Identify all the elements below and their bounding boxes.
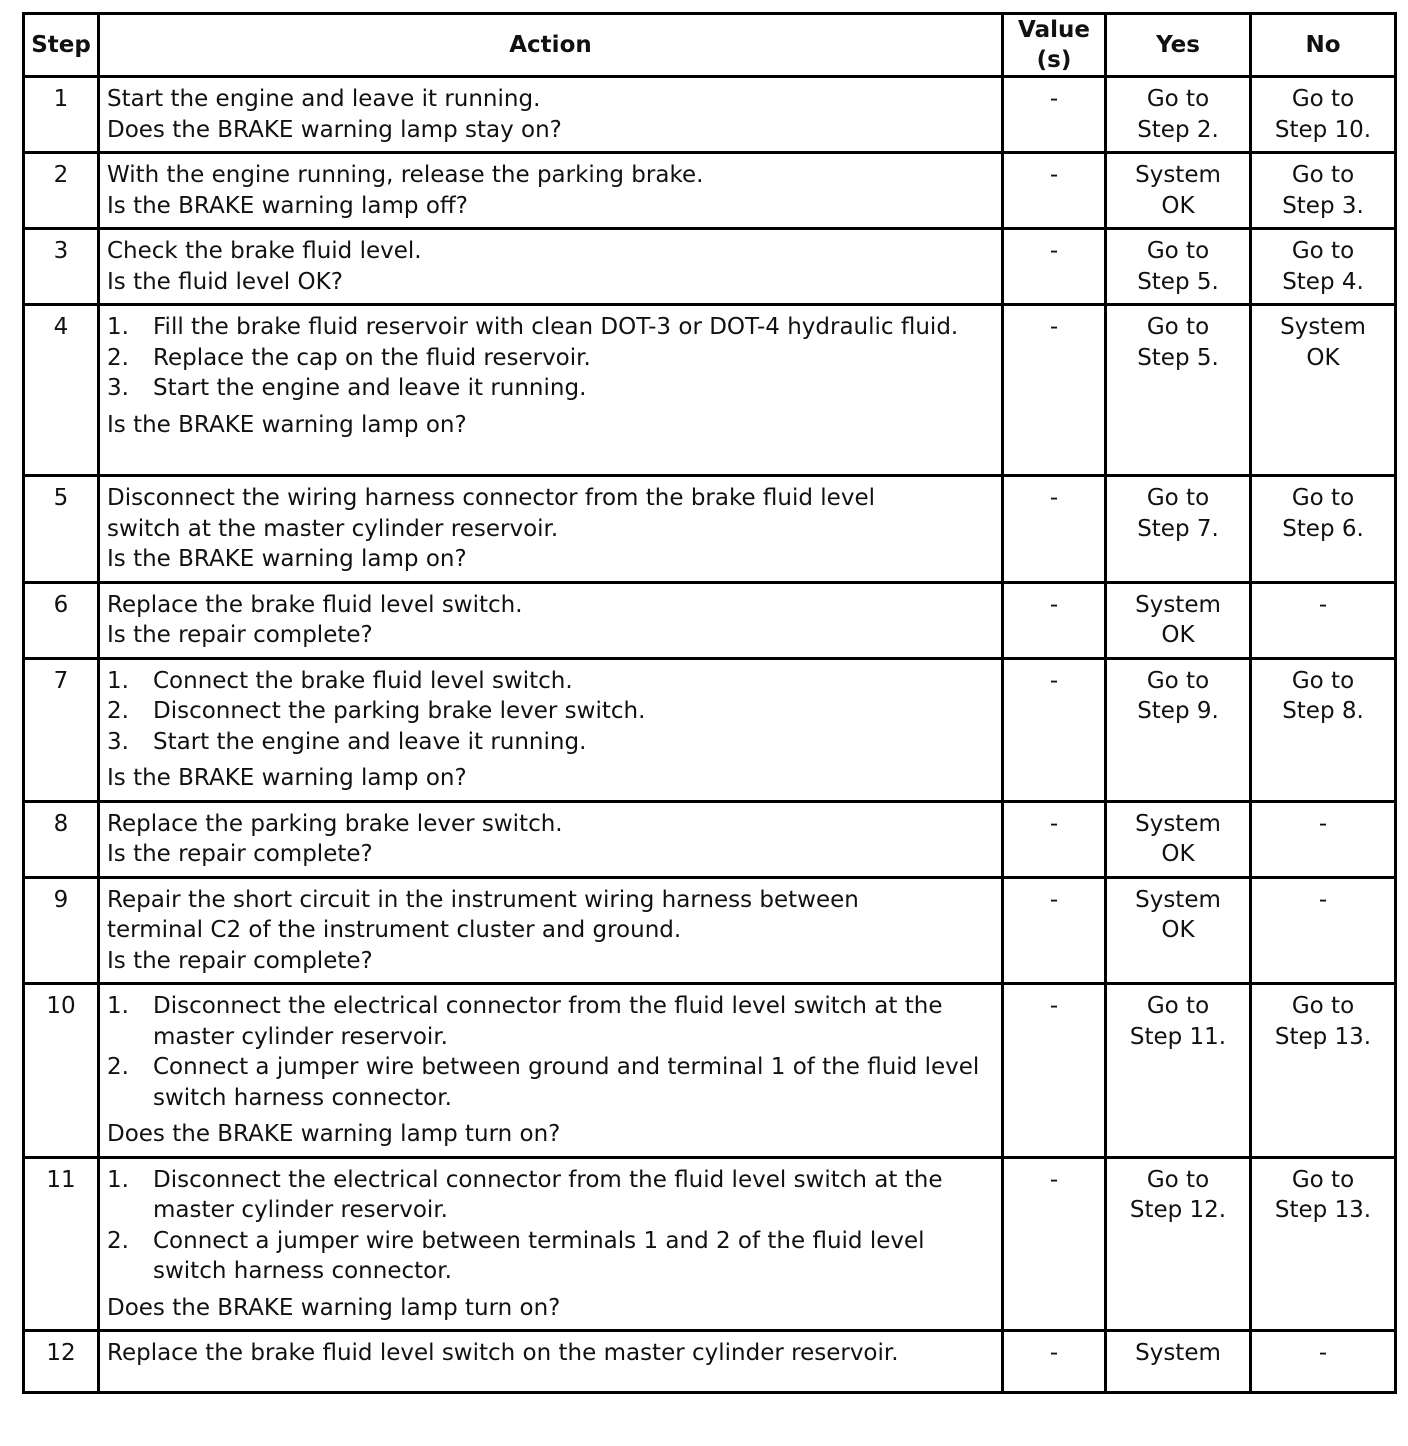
substep-item — [107, 1165, 997, 1226]
header-yes: Yes — [1106, 14, 1251, 77]
substep-item — [107, 1226, 997, 1287]
step-number: 12 — [24, 1331, 99, 1393]
no-line1: System — [1280, 314, 1366, 340]
no-line1: Go to — [1291, 485, 1355, 511]
yes-cell — [1106, 582, 1251, 658]
header-value-line1: Value — [1018, 17, 1090, 43]
header-row — [24, 14, 1396, 77]
substep-text: Connect a jumper wire between terminals 1 and 2 of the fluid level switch harness connector. — [153, 1227, 925, 1284]
value-cell: - — [1003, 984, 1106, 1158]
step-number: 10 — [24, 984, 99, 1158]
no-cell — [1251, 229, 1396, 305]
no-line1: Go to — [1291, 667, 1355, 694]
header-value-line2: (s) — [1036, 47, 1072, 73]
step-number: 1 — [24, 77, 99, 153]
action-line: Start the engine and leave it running. — [107, 86, 541, 112]
action-line: switch at the master cylinder reservoir. — [107, 515, 559, 542]
yes-line1: System — [1135, 162, 1221, 188]
substep-list — [107, 991, 997, 1113]
yes-line2: OK — [1161, 192, 1195, 219]
yes-cell — [1106, 877, 1251, 984]
yes-line2: Step 9. — [1137, 698, 1219, 724]
table-row — [24, 801, 1396, 877]
value-cell: - — [1003, 229, 1106, 305]
no-cell — [1251, 984, 1396, 1158]
substep-item — [107, 991, 997, 1052]
no-line1: Go to — [1291, 238, 1355, 264]
substep-text: Replace the cap on the fluid reservoir. — [153, 344, 591, 371]
diagnostic-table — [22, 12, 1397, 1394]
yes-line1: System — [1135, 886, 1221, 913]
value-cell: - — [1003, 1157, 1106, 1331]
substep-text: Start the engine and leave it running. — [153, 375, 587, 401]
yes-cell — [1106, 229, 1251, 305]
action-question: Does the BRAKE warning lamp turn on? — [107, 1121, 561, 1147]
substep-number: 2. — [107, 698, 129, 724]
action-line: Is the repair complete? — [107, 841, 373, 867]
yes-line2: OK — [1161, 917, 1195, 943]
no-line1: - — [1318, 886, 1328, 913]
action-cell — [99, 1331, 1003, 1393]
substep-number: 2. — [107, 1054, 129, 1080]
no-line1: - — [1318, 1340, 1328, 1366]
yes-cell — [1106, 984, 1251, 1158]
step-number: 11 — [24, 1157, 99, 1331]
no-line1: Go to — [1291, 162, 1355, 188]
action-line: Repair the short circuit in the instrument wiring harness between — [107, 886, 859, 913]
no-line1: Go to — [1291, 993, 1355, 1019]
action-cell — [99, 1157, 1003, 1331]
yes-cell — [1106, 658, 1251, 801]
step-number: 4 — [24, 305, 99, 476]
substep-number: 1. — [107, 667, 129, 694]
yes-line1: Go to — [1146, 238, 1210, 264]
yes-cell — [1106, 801, 1251, 877]
action-line: Is the fluid level OK? — [107, 268, 343, 295]
substep-number: 3. — [107, 375, 129, 401]
value-cell: - — [1003, 153, 1106, 229]
no-line2: OK — [1306, 344, 1340, 371]
substep-list — [107, 1165, 997, 1287]
value-cell: - — [1003, 582, 1106, 658]
yes-line2: OK — [1161, 841, 1195, 867]
yes-line1: Go to — [1146, 485, 1210, 511]
table-row — [24, 305, 1396, 476]
substep-item — [107, 666, 997, 697]
substep-number: 1. — [107, 1166, 129, 1193]
substep-item — [107, 727, 997, 758]
yes-line1: System — [1135, 810, 1221, 837]
step-number: 9 — [24, 877, 99, 984]
action-cell — [99, 305, 1003, 476]
action-line: Disconnect the wiring harness connector from the brake fluid level — [107, 485, 875, 511]
substep-text: Disconnect the electrical connector from the fluid level switch at the master cylinder reservoir. — [153, 1166, 943, 1223]
action-question: Is the BRAKE warning lamp on? — [107, 765, 467, 791]
value-cell: - — [1003, 801, 1106, 877]
no-line1: - — [1318, 591, 1328, 618]
substep-text: Fill the brake fluid reservoir with clean DOT-3 or DOT-4 hydraulic fluid. — [153, 314, 959, 340]
yes-cell — [1106, 153, 1251, 229]
action-line: terminal C2 of the instrument cluster and ground. — [107, 917, 682, 943]
step-number: 8 — [24, 801, 99, 877]
no-cell — [1251, 801, 1396, 877]
value-cell: - — [1003, 305, 1106, 476]
substep-number: 2. — [107, 1227, 129, 1254]
header-step: Step — [24, 14, 99, 77]
substep-item — [107, 312, 997, 343]
action-line: Is the BRAKE warning lamp off? — [107, 192, 468, 219]
table-row — [24, 77, 1396, 153]
no-cell — [1251, 1331, 1396, 1393]
yes-line1: Go to — [1146, 314, 1210, 340]
yes-line2: Step 11. — [1129, 1023, 1227, 1050]
yes-line2: OK — [1161, 622, 1195, 648]
action-line: Replace the brake fluid level switch on the master cylinder reservoir. — [107, 1340, 899, 1366]
action-line: Is the repair complete? — [107, 622, 373, 648]
substep-number: 1. — [107, 314, 129, 340]
action-line: Replace the parking brake lever switch. — [107, 810, 563, 837]
no-line2: Step 10. — [1274, 116, 1372, 143]
action-cell — [99, 984, 1003, 1158]
action-line: Check the brake fluid level. — [107, 238, 422, 264]
no-line2: Step 8. — [1282, 698, 1364, 724]
step-number: 6 — [24, 582, 99, 658]
no-cell — [1251, 582, 1396, 658]
value-cell: - — [1003, 658, 1106, 801]
no-cell — [1251, 77, 1396, 153]
table-row — [24, 984, 1396, 1158]
substep-list — [107, 312, 997, 404]
substep-number: 3. — [107, 728, 129, 755]
header-no: No — [1251, 14, 1396, 77]
action-cell — [99, 877, 1003, 984]
step-number: 5 — [24, 476, 99, 583]
table-row — [24, 1331, 1396, 1393]
yes-line2: Step 5. — [1137, 344, 1219, 371]
yes-line1: System — [1135, 591, 1221, 618]
action-cell — [99, 153, 1003, 229]
no-line1: Go to — [1291, 86, 1355, 112]
yes-line1: Go to — [1146, 86, 1210, 112]
yes-line1: Go to — [1146, 1166, 1210, 1193]
yes-cell — [1106, 1157, 1251, 1331]
no-cell — [1251, 658, 1396, 801]
action-cell — [99, 658, 1003, 801]
value-cell: - — [1003, 77, 1106, 153]
action-cell — [99, 77, 1003, 153]
yes-cell — [1106, 476, 1251, 583]
yes-line2: Step 2. — [1137, 116, 1219, 143]
yes-cell — [1106, 77, 1251, 153]
value-cell: - — [1003, 1331, 1106, 1393]
table-row — [24, 582, 1396, 658]
substep-text: Connect a jumper wire between ground and terminal 1 of the fluid level switch harness connector. — [153, 1054, 980, 1111]
yes-line2: Step 5. — [1137, 268, 1219, 295]
no-line1: - — [1318, 810, 1328, 837]
table-row — [24, 153, 1396, 229]
table-row — [24, 877, 1396, 984]
action-line: With the engine running, release the parking brake. — [107, 162, 704, 188]
substep-item — [107, 373, 997, 404]
table-row — [24, 658, 1396, 801]
substep-item — [107, 343, 997, 374]
table-row — [24, 476, 1396, 583]
table-body — [24, 77, 1396, 1393]
yes-line1: Go to — [1146, 993, 1210, 1019]
action-question: Is the BRAKE warning lamp on? — [107, 411, 467, 438]
action-cell — [99, 582, 1003, 658]
no-line2: Step 4. — [1282, 268, 1364, 295]
no-line2: Step 13. — [1274, 1023, 1372, 1050]
value-cell: - — [1003, 877, 1106, 984]
substep-list — [107, 666, 997, 758]
no-line2: Step 6. — [1282, 515, 1364, 542]
action-cell — [99, 229, 1003, 305]
header-value — [1003, 14, 1106, 77]
substep-item — [107, 696, 997, 727]
step-number: 2 — [24, 153, 99, 229]
table-row — [24, 1157, 1396, 1331]
yes-line1: System — [1135, 1340, 1221, 1366]
yes-line2: Step 7. — [1137, 515, 1219, 542]
no-cell — [1251, 1157, 1396, 1331]
header-action: Action — [99, 14, 1003, 77]
substep-text: Disconnect the electrical connector from the fluid level switch at the master cylinder reservoir. — [153, 993, 943, 1050]
table-row — [24, 229, 1396, 305]
no-cell — [1251, 877, 1396, 984]
substep-text: Disconnect the parking brake lever switch. — [153, 698, 646, 724]
substep-number: 1. — [107, 993, 129, 1019]
step-number: 3 — [24, 229, 99, 305]
action-question: Does the BRAKE warning lamp turn on? — [107, 1294, 561, 1321]
action-line: Replace the brake fluid level switch. — [107, 591, 523, 618]
no-cell — [1251, 476, 1396, 583]
action-line: Does the BRAKE warning lamp stay on? — [107, 116, 562, 143]
no-line2: Step 3. — [1282, 192, 1364, 219]
yes-line2: Step 12. — [1129, 1197, 1227, 1223]
yes-cell — [1106, 305, 1251, 476]
action-cell — [99, 476, 1003, 583]
substep-text: Start the engine and leave it running. — [153, 728, 587, 755]
no-cell — [1251, 153, 1396, 229]
yes-cell — [1106, 1331, 1251, 1393]
no-cell — [1251, 305, 1396, 476]
substep-item — [107, 1052, 997, 1113]
action-line: Is the repair complete? — [107, 947, 373, 974]
substep-text: Connect the brake fluid level switch. — [153, 667, 573, 694]
no-line2: Step 13. — [1274, 1197, 1372, 1223]
value-cell: - — [1003, 476, 1106, 583]
step-number: 7 — [24, 658, 99, 801]
action-line: Is the BRAKE warning lamp on? — [107, 546, 467, 572]
yes-line1: Go to — [1146, 667, 1210, 694]
no-line1: Go to — [1291, 1166, 1355, 1193]
action-cell — [99, 801, 1003, 877]
substep-number: 2. — [107, 344, 129, 371]
